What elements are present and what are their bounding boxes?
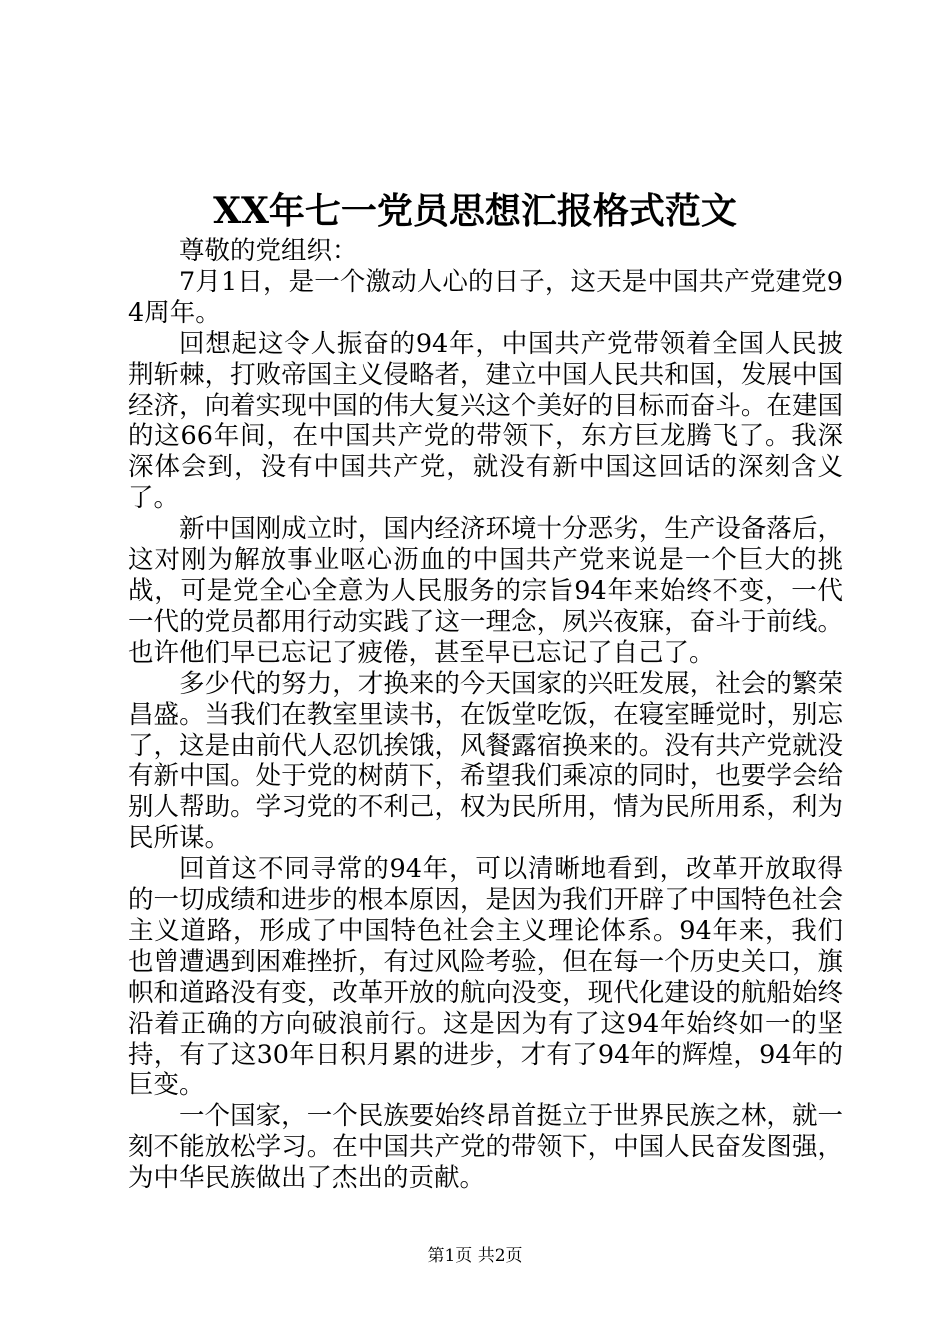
paragraph-3: 新中国刚成立时，国内经济环境十分恶劣，生产设备落后，这对刚为解放事业呕心沥血的中国共产党来说是一个巨大的挑战，可是党全心全意为人民服务的宗旨94年来始终不变，一代一代的党员都用行动实践了这一理念，夙兴夜寐，奋斗于前线。也许他们早已忘记了疲倦，甚至早已忘记了自己了。 bbox=[128, 514, 843, 668]
document-body bbox=[128, 236, 843, 1194]
paragraph-1: 7月1日，是一个激动人心的日子，这天是中国共产党建党94周年。 bbox=[128, 266, 843, 328]
salutation: 尊敬的党组织： bbox=[179, 236, 358, 266]
document-title: XX年七一党员思想汇报格式范文 bbox=[213, 190, 737, 232]
page-footer: 第1页 共2页 bbox=[427, 1246, 523, 1266]
paragraph-2: 回想起这令人振奋的94年，中国共产党带领着全国人民披荆斩棘，打败帝国主义侵略者，建立中国人民共和国，发展中国经济，向着实现中国的伟大复兴这个美好的目标而奋斗。在建国的这66年间，在中国共产党的带领下，东方巨龙腾飞了。我深深体会到，没有中国共产党，就没有新中国这回话的深刻含义了。 bbox=[128, 328, 843, 514]
paragraph-4: 多少代的努力，才换来的今天国家的兴旺发展，社会的繁荣昌盛。当我们在教室里读书，在饭堂吃饭，在寝室睡觉时，别忘了，这是由前代人忍饥挨饿，风餐露宿换来的。没有共产党就没有新中国。处于党的树荫下，希望我们乘凉的同时，也要学会给别人帮助。学习党的不利己，权为民所用，情为民所用系，利为民所谋。 bbox=[128, 668, 843, 854]
paragraph-5: 回首这不同寻常的94年，可以清晰地看到，改革开放取得的一切成绩和进步的根本原因，是因为我们开辟了中国特色社会主义道路，形成了中国特色社会主义理论体系。94年来，我们也曾遭遇到困难挫折，有过风险考验，但在每一个历史关口，旗帜和道路没有变，改革开放的航向没变，现代化建设的航船始终沿着正确的方向破浪前行。这是因为有了这94年始终如一的坚持，有了这30年日积月累的进步，才有了94年的辉煌，94年的巨变。 bbox=[128, 854, 843, 1101]
paragraph-6: 一个国家，一个民族要始终昂首挺立于世界民族之林，就一刻不能放松学习。在中国共产党的带领下，中国人民奋发图强，为中华民族做出了杰出的贡献。 bbox=[128, 1101, 843, 1194]
